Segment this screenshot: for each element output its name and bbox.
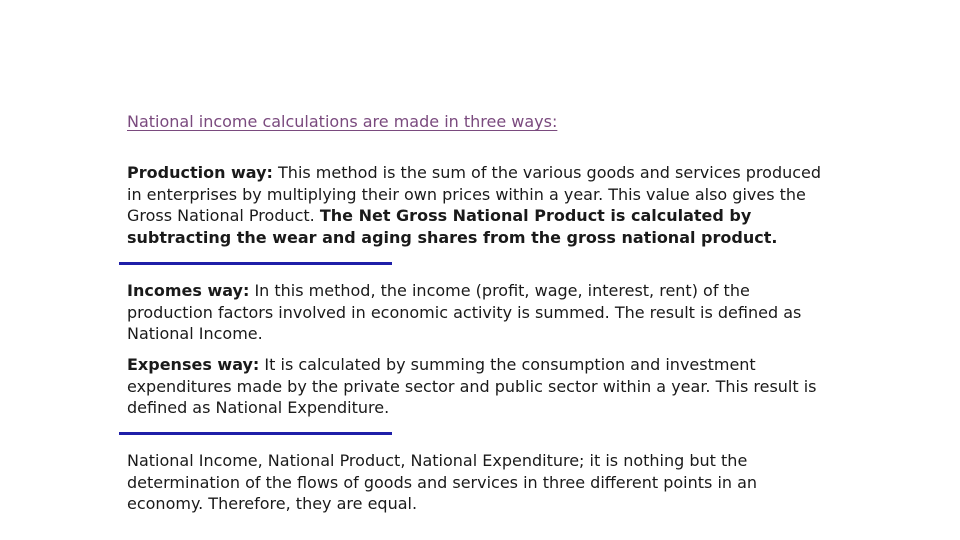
expenses-way-paragraph (127, 354, 827, 419)
production-way-paragraph (127, 162, 827, 249)
separator-line (119, 262, 392, 265)
conclusion-paragraph: National Income, National Product, National Expenditure; it is nothing but the determination of the flows of goods and services in three different points in an economy. Therefore, they are equal. (127, 451, 758, 514)
production-way-text: This method is the sum of the various goods and services produced in enterprises by multiplying their own prices within a year. This value also gives the Gross National Product. (127, 163, 822, 226)
expenses-way-label: Expenses way: (127, 355, 260, 374)
separator-line (119, 432, 392, 435)
slide-heading: National income calculations are made in three ways: (127, 112, 558, 131)
incomes-way-paragraph (127, 280, 827, 345)
production-way-emphasis: The Net Gross National Product is calculated by subtracting the wear and aging shares from the gross national product. (127, 206, 778, 248)
incomes-way-label: Incomes way: (127, 281, 250, 300)
expenses-way-text: It is calculated by summing the consumption and investment expenditures made by the private sector and public sector within a year. This result is defined as National Expenditure. (127, 355, 817, 418)
incomes-way-text: In this method, the income (profit, wage, interest, rent) of the production factors involved in economic activity is summed. The result is defined as National Income. (127, 281, 802, 344)
production-way-label: Production way: (127, 163, 273, 182)
